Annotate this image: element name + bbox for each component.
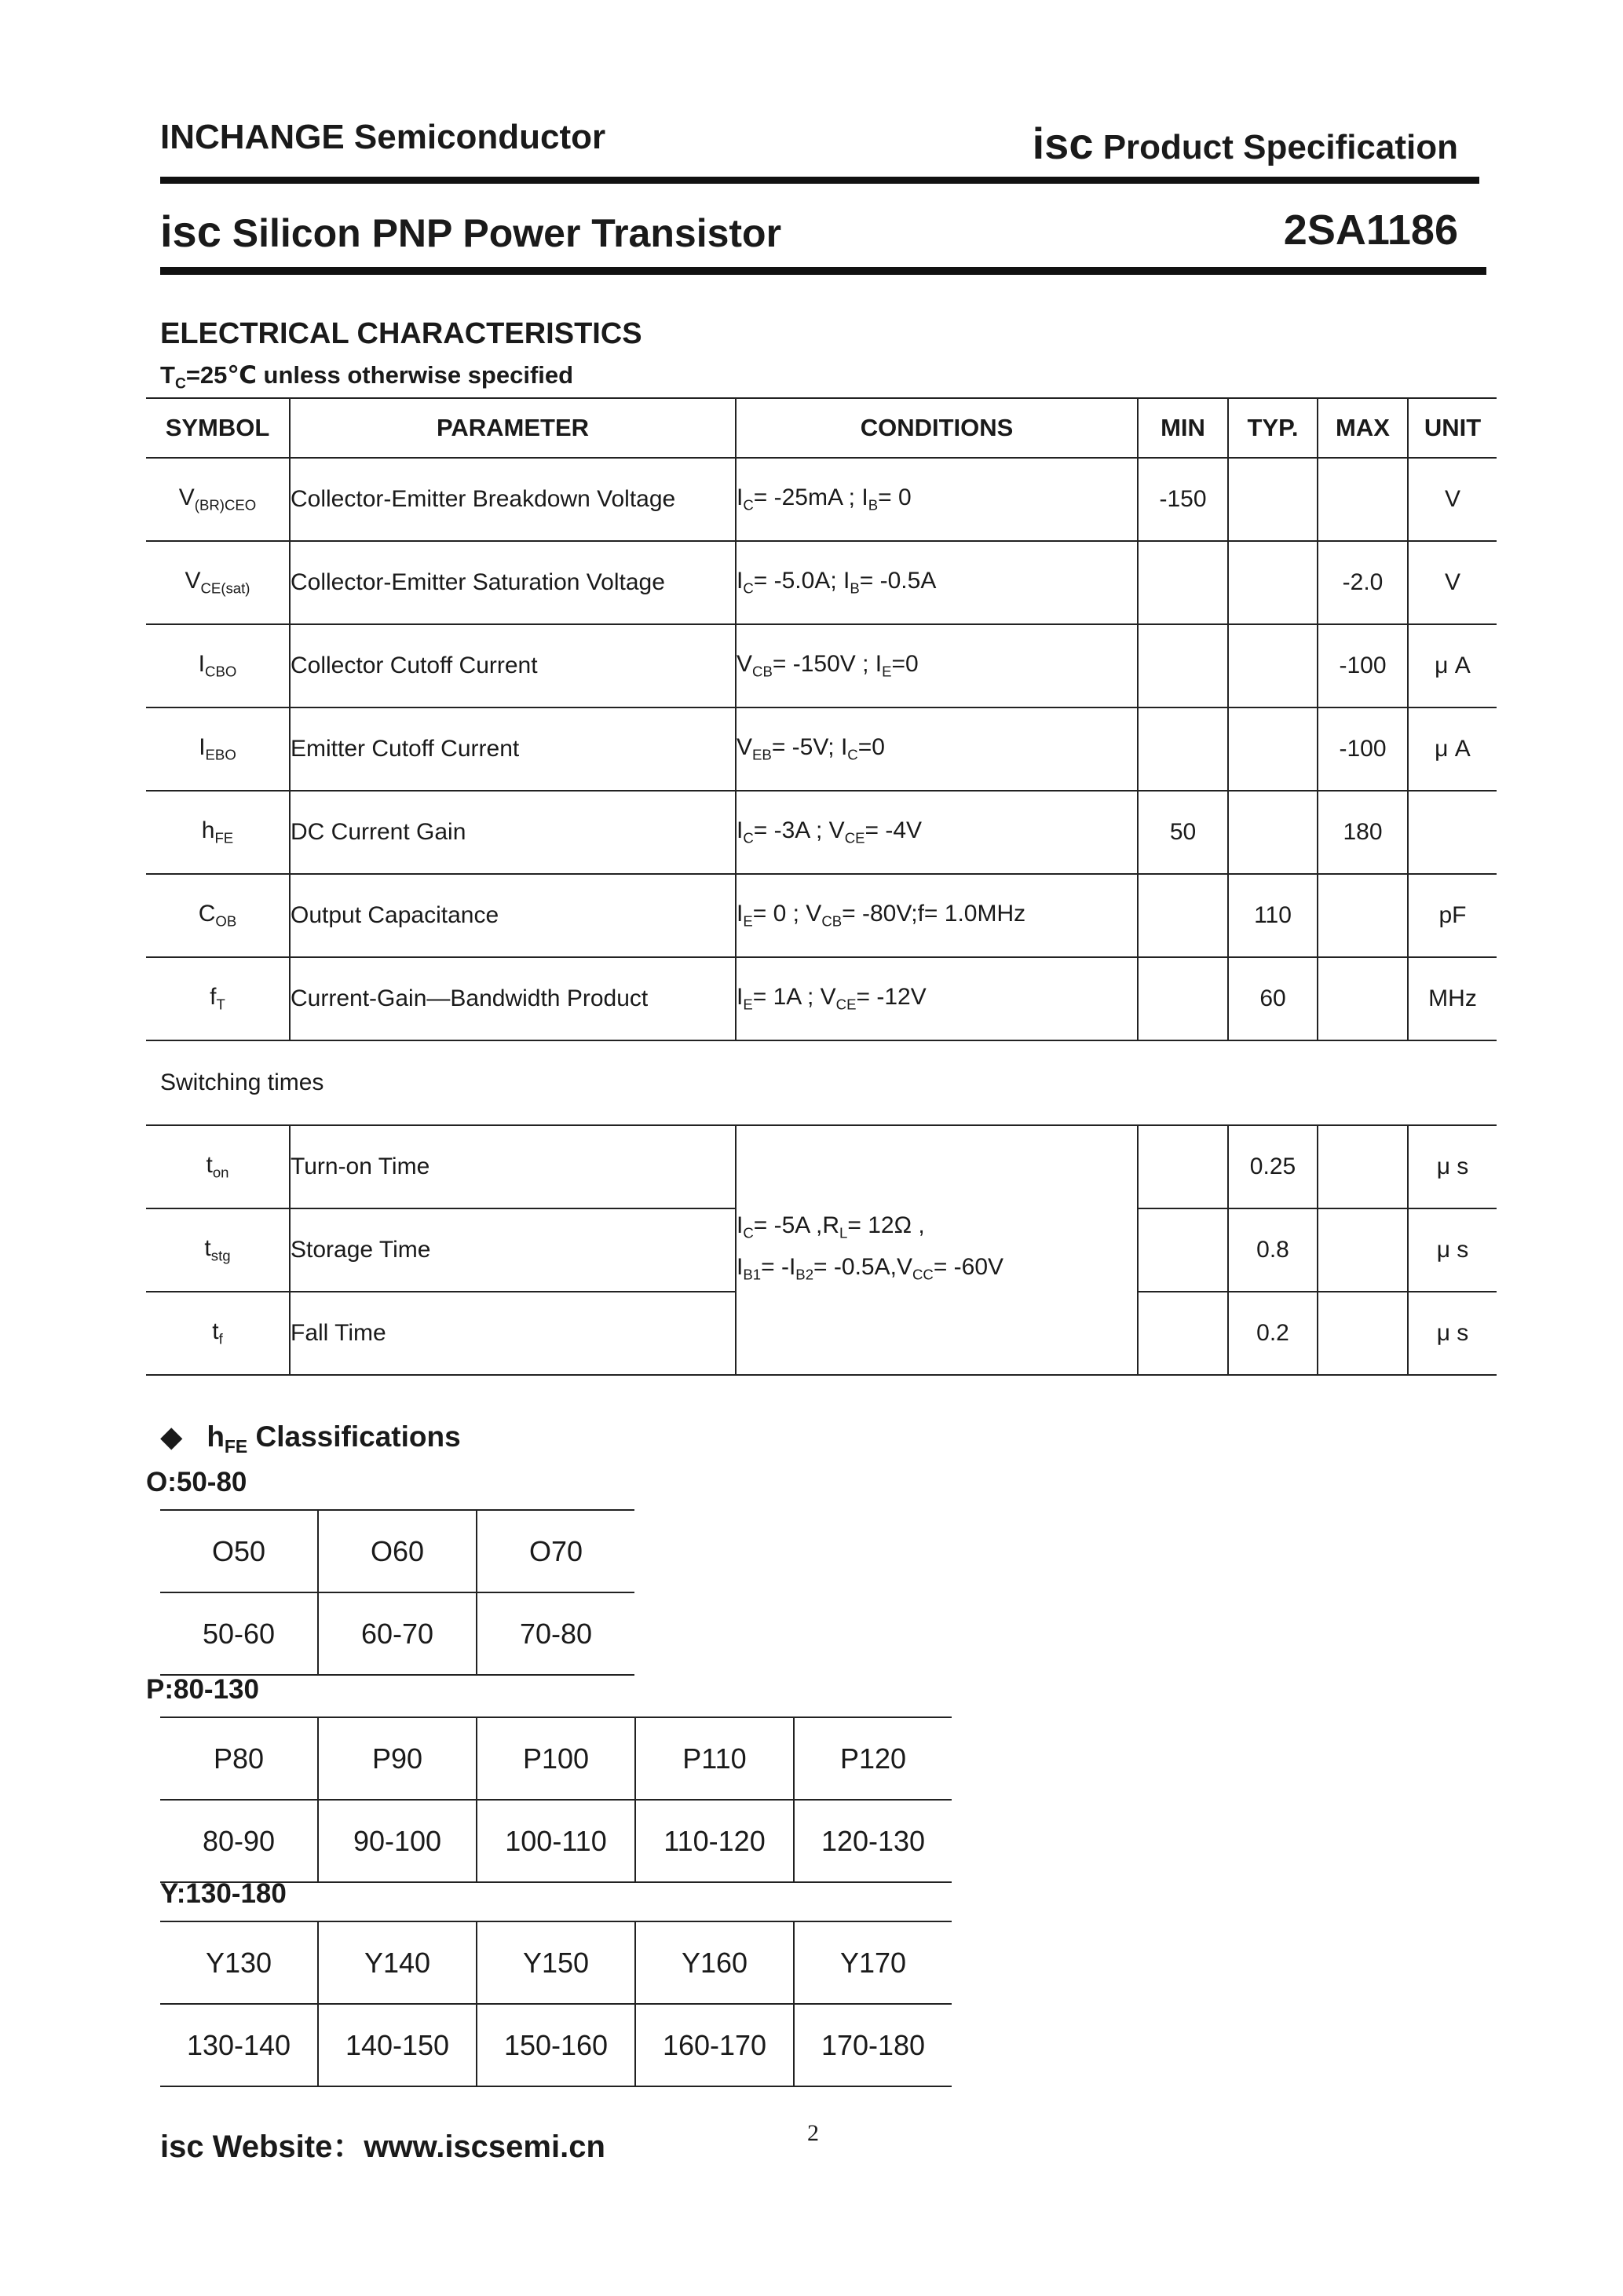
group-p-title: P:80-130: [146, 1674, 259, 1705]
typ-cell: [1228, 541, 1318, 624]
test-condition-note: $T_C=25℃$ unless otherwise specified: [160, 361, 574, 393]
class-name-cell: P80: [160, 1717, 318, 1800]
table-row: [160, 1510, 634, 1592]
typ-cell: 0.8: [1228, 1208, 1318, 1292]
typ-cell: [1228, 791, 1318, 874]
unit-cell: V: [1408, 541, 1497, 624]
symbol-cell: $I_{CBO}$: [146, 624, 290, 707]
class-range-cell: 140-150: [318, 2004, 477, 2086]
max-cell: -100: [1318, 624, 1408, 707]
typ-cell: 60: [1228, 957, 1318, 1040]
class-name-cell: P110: [635, 1717, 794, 1800]
class-name-cell: Y160: [635, 1921, 794, 2004]
symbol-cell: $t_f$: [146, 1292, 290, 1375]
max-cell: [1318, 874, 1408, 957]
symbol-cell: $V_{CE(sat)}$: [146, 541, 290, 624]
parameter-cell: Collector Cutoff Current: [290, 624, 736, 707]
table-row: [160, 1800, 952, 1882]
diamond-bullet-icon: ◆: [160, 1420, 183, 1453]
class-range-cell: 170-180: [794, 2004, 952, 2086]
max-cell: [1318, 1208, 1408, 1292]
class-range-cell: 110-120: [635, 1800, 794, 1882]
symbol-cell: $C_{OB}$: [146, 874, 290, 957]
max-cell: 180: [1318, 791, 1408, 874]
table-row: [146, 1125, 1497, 1208]
parameter-cell: Turn-on Time: [290, 1125, 736, 1208]
parameter-cell: Output Capacitance: [290, 874, 736, 957]
table-row: [146, 541, 1497, 624]
conditions-cell: $I_E= 0$ ; $V_{CB}=$ -80V;f= 1.0MHz: [736, 874, 1138, 957]
group-o-title: O:50-80: [146, 1467, 247, 1497]
unit-cell: μ A: [1408, 707, 1497, 791]
symbol-cell: $t_{stg}$: [146, 1208, 290, 1292]
switching-times-table: [146, 1124, 1497, 1376]
unit-cell: μ s: [1408, 1208, 1497, 1292]
parameter-cell: Collector-Emitter Saturation Voltage: [290, 541, 736, 624]
isc-title-prefix: isc: [160, 207, 221, 256]
min-cell: [1138, 707, 1228, 791]
title-divider: [160, 267, 1486, 275]
table-row: [146, 957, 1497, 1040]
table-header-row: [146, 398, 1497, 458]
table-row: [160, 2004, 952, 2086]
class-range-cell: 90-100: [318, 1800, 477, 1882]
parameter-cell: Collector-Emitter Breakdown Voltage: [290, 458, 736, 541]
switching-times-label: Switching times: [160, 1069, 324, 1095]
table-row: [160, 1921, 952, 2004]
document-title: [160, 206, 781, 257]
class-name-cell: P120: [794, 1717, 952, 1800]
min-cell: [1138, 624, 1228, 707]
unit-cell: pF: [1408, 874, 1497, 957]
group-y-title: Y:130-180: [160, 1878, 287, 1909]
class-name-cell: O50: [160, 1510, 318, 1592]
part-number: 2SA1186: [1283, 207, 1458, 254]
symbol-cell: $I_{EBO}$: [146, 707, 290, 791]
typ-cell: [1228, 707, 1318, 791]
header-unit: UNIT: [1408, 398, 1497, 458]
symbol-cell: $h_{FE}$: [146, 791, 290, 874]
conditions-cell: $V_{CB}= -150V$ ; $I_E=0$: [736, 624, 1138, 707]
typ-cell: [1228, 624, 1318, 707]
header-min: MIN: [1138, 398, 1228, 458]
class-name-cell: Y140: [318, 1921, 477, 2004]
min-cell: -150: [1138, 458, 1228, 541]
header-typ: TYP.: [1228, 398, 1318, 458]
max-cell: -100: [1318, 707, 1408, 791]
conditions-cell: $I_E= 1A$ ; $V_{CE}= -12V$: [736, 957, 1138, 1040]
parameter-cell: Emitter Cutoff Current: [290, 707, 736, 791]
spec-text: Product Specification: [1102, 128, 1458, 166]
product-spec-label: [1033, 118, 1458, 169]
unit-cell: μ s: [1408, 1292, 1497, 1375]
table-row: [160, 1592, 634, 1675]
symbol-cell: $V_{(BR)CEO}$: [146, 458, 290, 541]
footer-website: isc Website：www.iscsemi.cn: [160, 2130, 605, 2164]
isc-logo-text: isc: [1032, 119, 1094, 168]
conditions-cell: $I_C= -25mA$ ; $I_B= 0$: [736, 458, 1138, 541]
conditions-cell: $V_{EB}= -5V$; $I_C=0$: [736, 707, 1138, 791]
parameter-cell: Current-Gain—Bandwidth Product: [290, 957, 736, 1040]
switching-conditions-cell: $I_C= -5A$ $,R_L= 12\Omega$ , $I_{B1}= -I_{B2}= -0.5A,V_{CC}= -60V$: [736, 1125, 1138, 1375]
table-row: [146, 458, 1497, 541]
header-divider: [160, 177, 1479, 184]
parameter-cell: Storage Time: [290, 1208, 736, 1292]
class-name-cell: O70: [477, 1510, 634, 1592]
section-title: ELECTRICAL CHARACTERISTICS: [160, 317, 642, 350]
typ-cell: 0.25: [1228, 1125, 1318, 1208]
class-range-cell: 120-130: [794, 1800, 952, 1882]
header-symbol: SYMBOL: [146, 398, 290, 458]
table-row: [160, 1717, 952, 1800]
symbol-cell: $f_T$: [146, 957, 290, 1040]
classifications-title: ◆ $h_{FE}$ Classifications: [160, 1420, 461, 1457]
symbol-cell: $t_{on}$: [146, 1125, 290, 1208]
parameter-cell: Fall Time: [290, 1292, 736, 1375]
min-cell: [1138, 957, 1228, 1040]
unit-cell: μ s: [1408, 1125, 1497, 1208]
class-name-cell: O60: [318, 1510, 477, 1592]
conditions-cell: $I_C= -3A$ ; $V_{CE}= -4V$: [736, 791, 1138, 874]
page-number: 2: [807, 2120, 819, 2146]
min-cell: [1138, 874, 1228, 957]
class-range-cell: 100-110: [477, 1800, 635, 1882]
max-cell: [1318, 458, 1408, 541]
company-name: INCHANGE Semiconductor: [160, 118, 606, 156]
max-cell: -2.0: [1318, 541, 1408, 624]
min-cell: [1138, 1292, 1228, 1375]
header-max: MAX: [1318, 398, 1408, 458]
group-o-table: [160, 1509, 634, 1676]
group-p-table: [160, 1717, 952, 1883]
min-cell: [1138, 1125, 1228, 1208]
group-y-table: [160, 1921, 952, 2087]
class-range-cell: 60-70: [318, 1592, 477, 1675]
class-range-cell: 160-170: [635, 2004, 794, 2086]
class-range-cell: 130-140: [160, 2004, 318, 2086]
header-parameter: PARAMETER: [290, 398, 736, 458]
class-name-cell: P90: [318, 1717, 477, 1800]
typ-cell: [1228, 458, 1318, 541]
class-name-cell: Y150: [477, 1921, 635, 2004]
parameter-cell: DC Current Gain: [290, 791, 736, 874]
min-cell: 50: [1138, 791, 1228, 874]
table-row: [146, 624, 1497, 707]
class-name-cell: Y130: [160, 1921, 318, 2004]
min-cell: [1138, 541, 1228, 624]
class-name-cell: Y170: [794, 1921, 952, 2004]
table-row: [146, 874, 1497, 957]
max-cell: [1318, 1125, 1408, 1208]
conditions-cell: $I_C= -5.0A$; $I_B= -0.5A$: [736, 541, 1138, 624]
unit-cell: MHz: [1408, 957, 1497, 1040]
header-conditions: CONDITIONS: [736, 398, 1138, 458]
class-range-cell: 150-160: [477, 2004, 635, 2086]
typ-cell: 0.2: [1228, 1292, 1318, 1375]
min-cell: [1138, 1208, 1228, 1292]
electrical-characteristics-table: [146, 397, 1497, 1041]
table-row: [146, 791, 1497, 874]
unit-cell: V: [1408, 458, 1497, 541]
unit-cell: [1408, 791, 1497, 874]
max-cell: [1318, 957, 1408, 1040]
typ-cell: 110: [1228, 874, 1318, 957]
class-name-cell: P100: [477, 1717, 635, 1800]
class-range-cell: 50-60: [160, 1592, 318, 1675]
class-range-cell: 70-80: [477, 1592, 634, 1675]
table-row: [146, 707, 1497, 791]
unit-cell: μ A: [1408, 624, 1497, 707]
max-cell: [1318, 1292, 1408, 1375]
title-text: Silicon PNP Power Transistor: [232, 211, 782, 255]
class-range-cell: 80-90: [160, 1800, 318, 1882]
